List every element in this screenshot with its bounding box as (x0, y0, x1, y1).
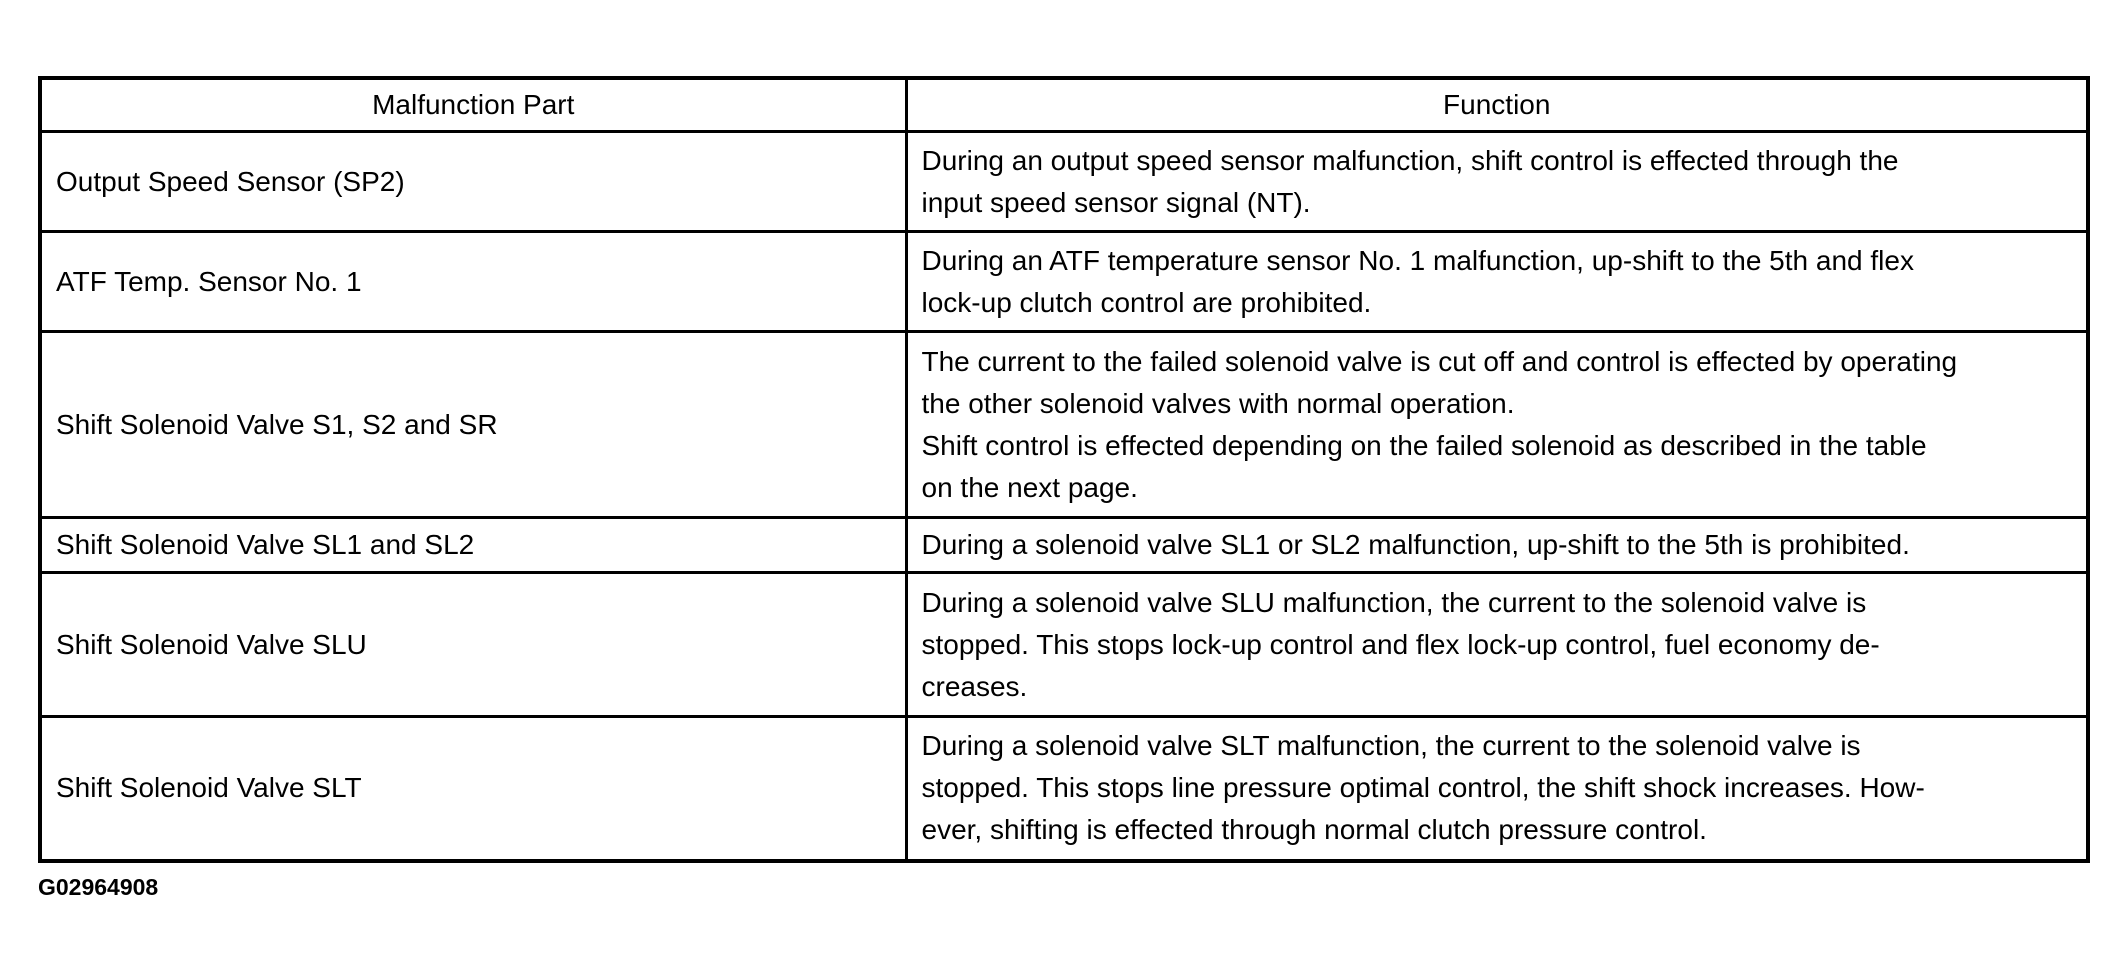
fail-safe-table (38, 76, 2090, 863)
function-text-line: the other solenoid valves with normal operation. (921, 387, 1515, 419)
cell-malfunction-part: Shift Solenoid Valve SLT (40, 717, 906, 861)
function-text-line: stopped. This stops lock-up control and flex lock-up control, fuel economy de- (921, 628, 1880, 660)
function-text-line: During a solenoid valve SLU malfunction, the current to the solenoid valve is (921, 586, 1867, 618)
function-text-line: During a solenoid valve SL1 or SL2 malfunction, up-shift to the 5th is prohibited. (921, 529, 1910, 560)
cell-function (906, 518, 2088, 573)
cell-malfunction-part: Shift Solenoid Valve S1, S2 and SR (40, 332, 906, 518)
table-row (40, 132, 2088, 232)
cell-function (906, 573, 2088, 717)
header-malfunction-part: Malfunction Part (40, 78, 906, 132)
function-text-line: input speed sensor signal (NT). (921, 186, 1311, 218)
function-text-line: During an output speed sensor malfunction, shift control is effected through the (921, 144, 1899, 176)
document-body (38, 76, 2086, 863)
cell-malfunction-part: ATF Temp. Sensor No. 1 (40, 232, 906, 332)
cell-function (906, 717, 2088, 861)
function-text-line: creases. (921, 670, 1028, 702)
table-row (40, 518, 2088, 573)
header-function: Function (906, 78, 2088, 132)
function-text-line: Shift control is effected depending on the failed solenoid as described in the table (921, 429, 1927, 461)
cell-function (906, 332, 2088, 518)
function-text-line: lock-up clutch control are prohibited. (921, 286, 1372, 318)
table-row (40, 332, 2088, 518)
figure-id: G02964908 (38, 874, 159, 900)
function-text-line: stopped. This stops line pressure optimal control, the shift shock increases. How- (921, 772, 1925, 804)
function-text-line: The current to the failed solenoid valve is cut off and control is effected by operating (921, 345, 1958, 377)
function-text-line: During a solenoid valve SLT malfunction, the current to the solenoid valve is (921, 730, 1861, 762)
cell-malfunction-part: Shift Solenoid Valve SL1 and SL2 (40, 518, 906, 573)
function-text-line: During an ATF temperature sensor No. 1 malfunction, up-shift to the 5th and flex (921, 244, 1914, 276)
cell-function (906, 232, 2088, 332)
function-text-line: ever, shifting is effected through normal clutch pressure control. (921, 814, 1707, 846)
table-row (40, 717, 2088, 861)
cell-function (906, 132, 2088, 232)
table-header-row (40, 78, 2088, 132)
cell-malfunction-part: Shift Solenoid Valve SLU (40, 573, 906, 717)
table-row (40, 573, 2088, 717)
table-row (40, 232, 2088, 332)
function-text-line: on the next page. (921, 471, 1138, 503)
cell-malfunction-part: Output Speed Sensor (SP2) (40, 132, 906, 232)
